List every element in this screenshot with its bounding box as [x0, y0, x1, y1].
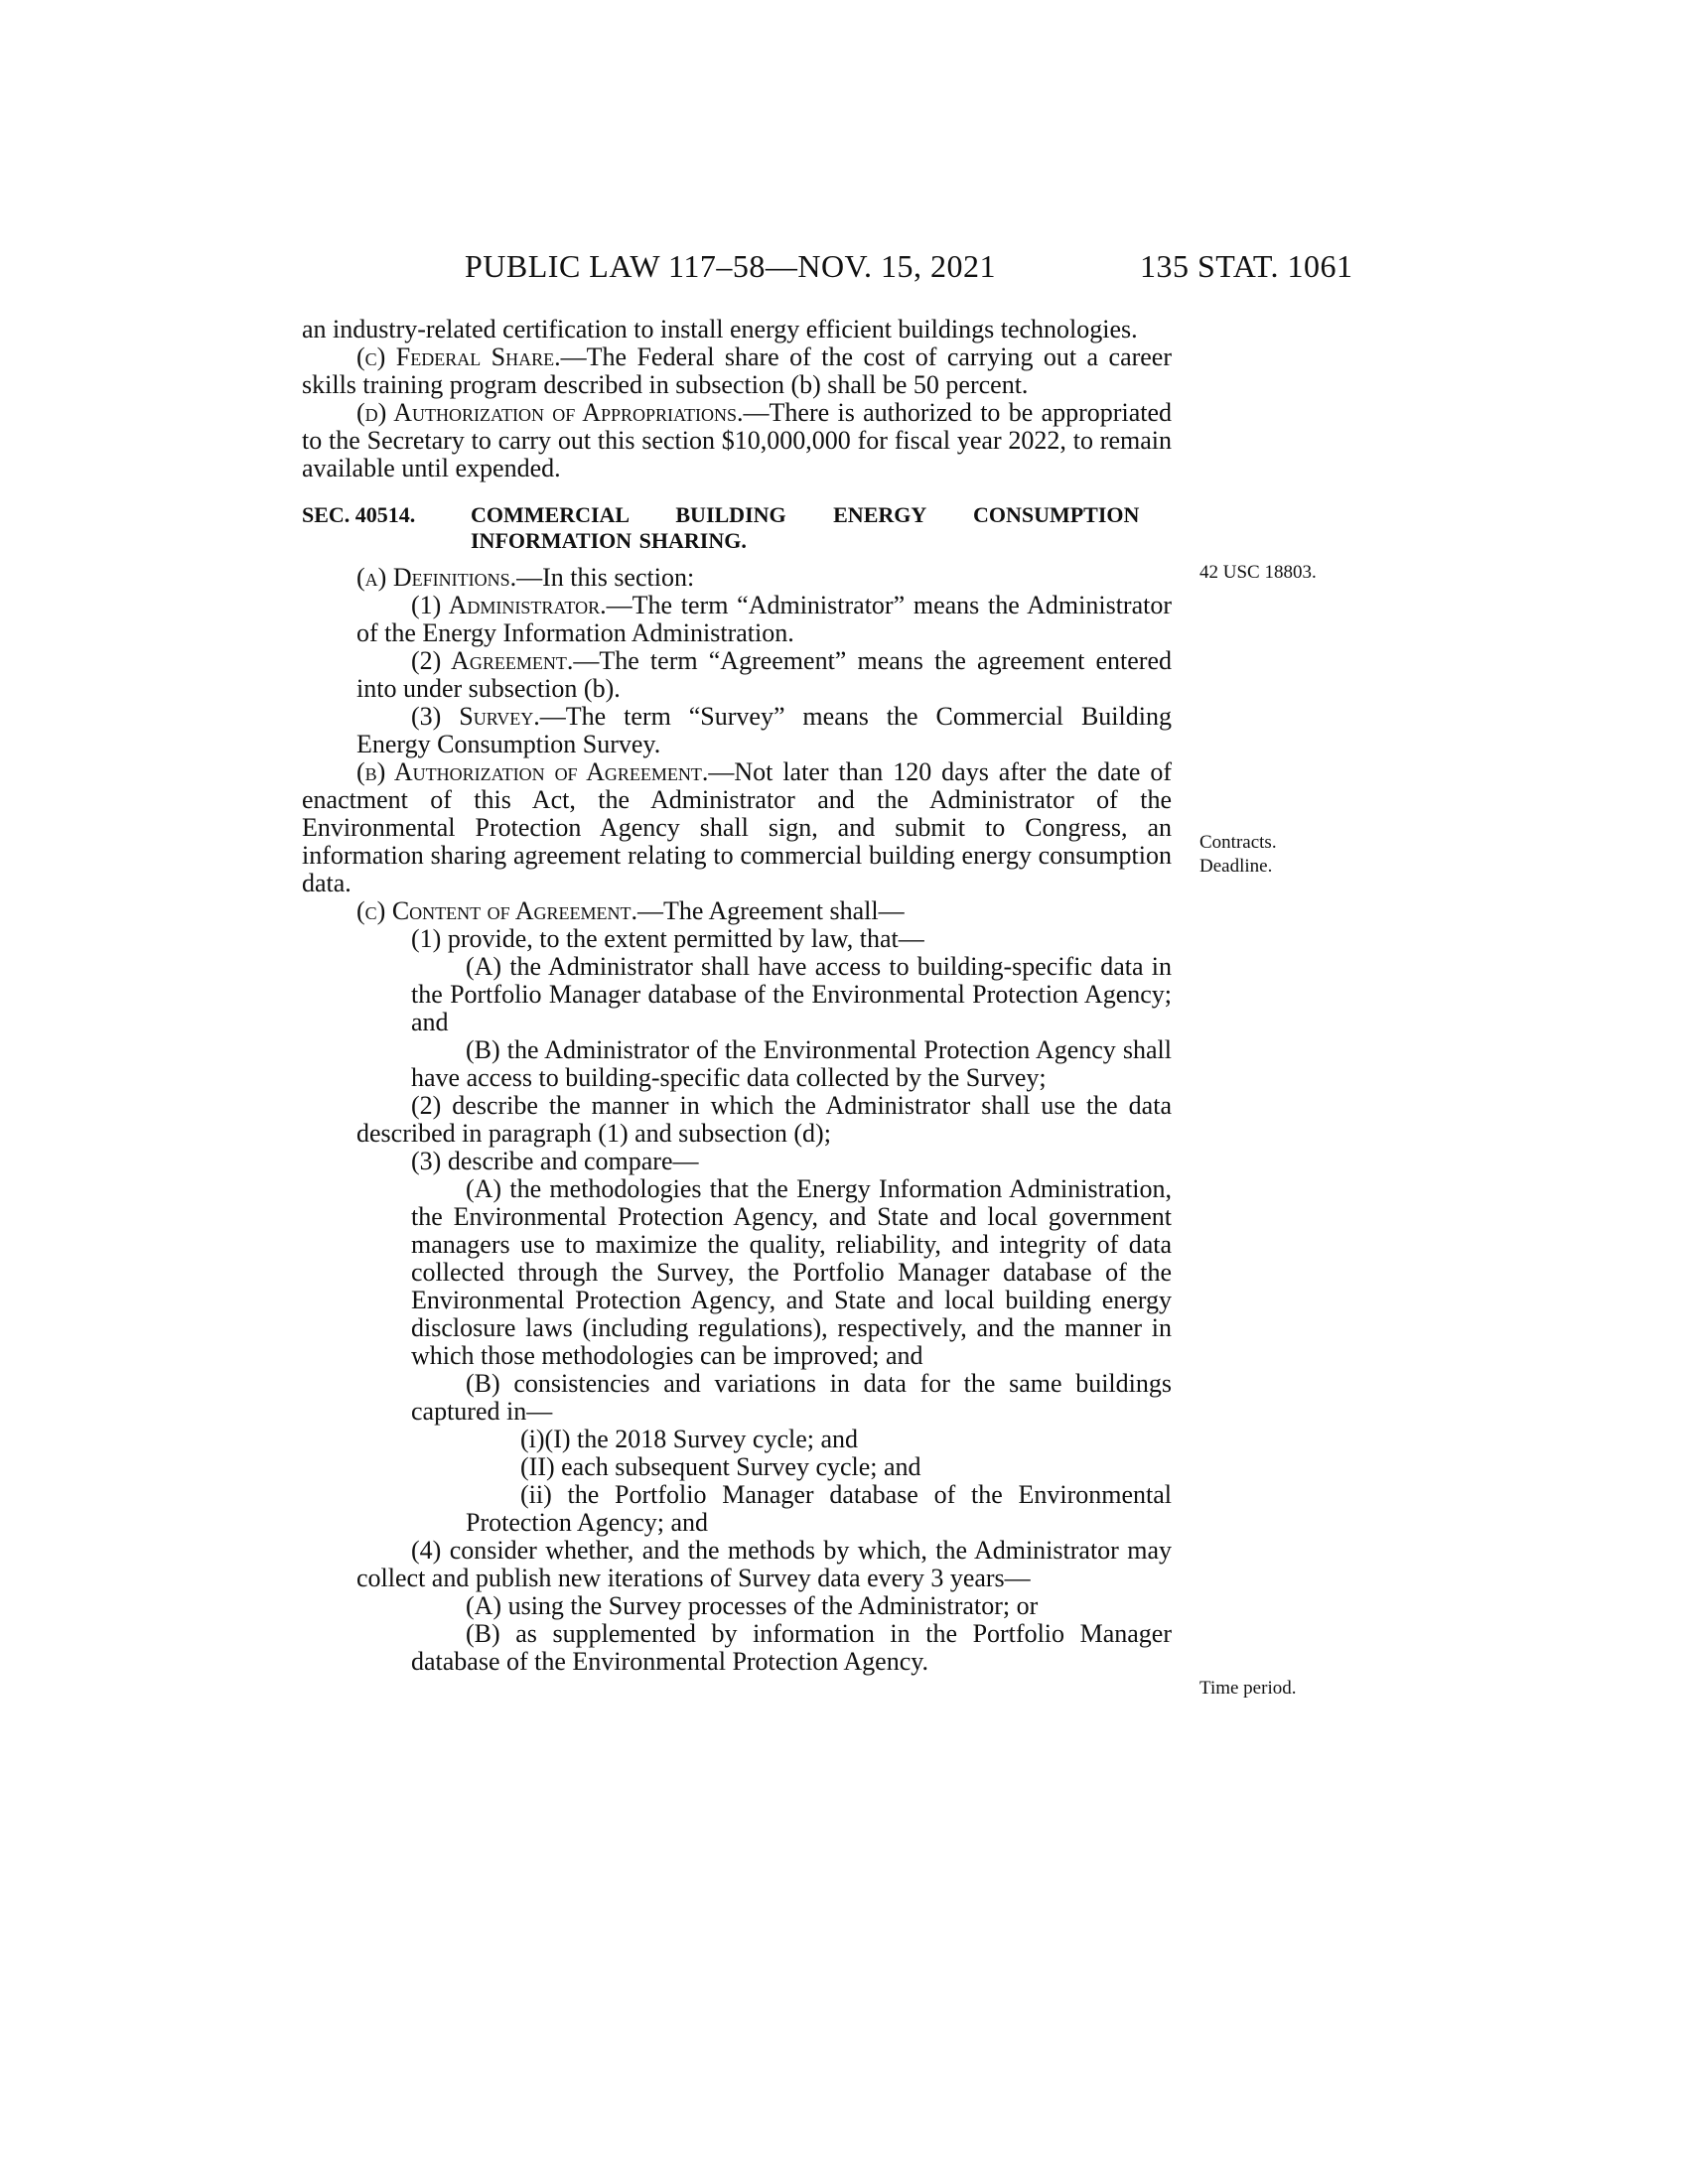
heading-agreement: (2) Agreement. — [411, 646, 574, 675]
paragraph-a2-agreement — [302, 647, 1172, 703]
body-text — [302, 316, 1172, 1676]
heading-appropriations: (d) Authorization of Appropriations. — [356, 398, 744, 427]
section-number: SEC. 40514. — [302, 502, 416, 527]
text-definitions: —In this section: — [516, 563, 695, 592]
text-federal-share: —The Federal share of the cost of carrying out a career skills training program described in subsection (b) shall be 50 percent. — [302, 342, 1173, 399]
section-title-line1: COMMERCIAL BUILDING ENERGY CONSUMPTION — [471, 502, 1140, 527]
margin-note-contracts: Contracts. — [1199, 832, 1277, 853]
paragraph-c3B: (B) consistencies and variations in data for the same buildings captured in— — [411, 1369, 1172, 1426]
paragraph-c3: (3) describe and compare— — [411, 1147, 699, 1175]
heading-federal-share: (c) Federal Share. — [356, 342, 561, 371]
text-administrator: —The term “Administrator” means the Administrator of the Energy Information Administration. — [356, 591, 1172, 647]
paragraph-continuation: an industry-related certification to install energy efficient buildings technologies. — [302, 315, 1138, 343]
running-header-title: PUBLIC LAW 117–58—NOV. 15, 2021 — [465, 248, 997, 284]
margin-note-time-period: Time period. — [1199, 1678, 1297, 1699]
paragraph-a1-administrator — [302, 592, 1172, 647]
margin-note-usc: 42 USC 18803. — [1199, 562, 1317, 583]
heading-content-agreement: (c) Content of Agreement. — [356, 896, 637, 925]
heading-definitions: (a) Definitions. — [356, 563, 517, 592]
text-survey: —The term “Survey” means the Commercial Building Energy Consumption Survey. — [356, 702, 1172, 758]
paragraph-d-appropriations — [302, 399, 1172, 482]
paragraph-c-content — [302, 897, 1172, 925]
text-authorization-agreement: —Not later than 120 days after the date of enactment of this Act, the Administrator and the Administrator of the Environmental Protection Agency shall sign, and submit to Congress, an information sharing agreement relating to commercial building energy consumption data. — [302, 757, 1173, 897]
text-appropriations: —There is authorized to be appropriated to the Secretary to carry out this section $10,000,000 for fiscal year 2022, to remain available until expended. — [302, 398, 1172, 482]
running-header-page-number: 135 STAT. 1061 — [1140, 248, 1353, 284]
paragraph-a-definitions — [302, 564, 1172, 592]
heading-administrator: (1) Administrator. — [411, 591, 607, 619]
paragraph-c-federal-share — [302, 343, 1172, 399]
text-content-agreement: —The Agreement shall— — [637, 896, 905, 925]
paragraph-c3Bii: (ii) the Portfolio Manager database of the Environmental Protection Agency; and — [466, 1480, 1172, 1537]
paragraph-c1A: (A) the Administrator shall have access to building-specific data in the Portfolio Manager database of the Environmental Protection Agency; and — [411, 952, 1172, 1036]
paragraph-c1: (1) provide, to the extent permitted by law, that— — [411, 924, 924, 953]
paragraph-c1B: (B) the Administrator of the Environmental Protection Agency shall have access to building-specific data collected by the Survey; — [411, 1035, 1172, 1092]
paragraph-c4: (4) consider whether, and the methods by which, the Administrator may collect and publish new iterations of Survey data every 3 years— — [356, 1536, 1172, 1592]
paragraph-c3Bi1: (i)(I) the 2018 Survey cycle; and — [520, 1425, 859, 1453]
heading-authorization-agreement: (b) Authorization of Agreement. — [356, 757, 709, 786]
section-title-line2: INFORMATION SHARING. — [471, 528, 747, 553]
paragraph-c2: (2) describe the manner in which the Administrator shall use the data described in paragraph (1) and subsection (d); — [356, 1091, 1172, 1148]
paragraph-b-authorization — [302, 758, 1172, 897]
paragraph-c4A: (A) using the Survey processes of the Administrator; or — [466, 1591, 1039, 1620]
paragraph-a3-survey — [302, 703, 1172, 758]
margin-note-deadline: Deadline. — [1199, 856, 1273, 877]
paragraph-c3A: (A) the methodologies that the Energy Information Administration, the Environmental Protection Agency, and State and local government managers use to maximize the quality, reliability, and integrity of data collected through the Survey, the Portfolio Manager database of the Environmental Protection Agency, and State and local building energy disclosure laws (including regulations), respectively, and the manner in which those methodologies can be improved; and — [411, 1174, 1172, 1370]
heading-survey: (3) Survey. — [411, 702, 540, 731]
section-heading — [302, 502, 1172, 554]
paragraph-c4B: (B) as supplemented by information in the Portfolio Manager database of the Environmental Protection Agency. — [411, 1619, 1172, 1676]
paragraph-c3Bi2: (II) each subsequent Survey cycle; and — [520, 1452, 921, 1481]
text-agreement: —The term “Agreement” means the agreement entered into under subsection (b). — [356, 646, 1172, 703]
